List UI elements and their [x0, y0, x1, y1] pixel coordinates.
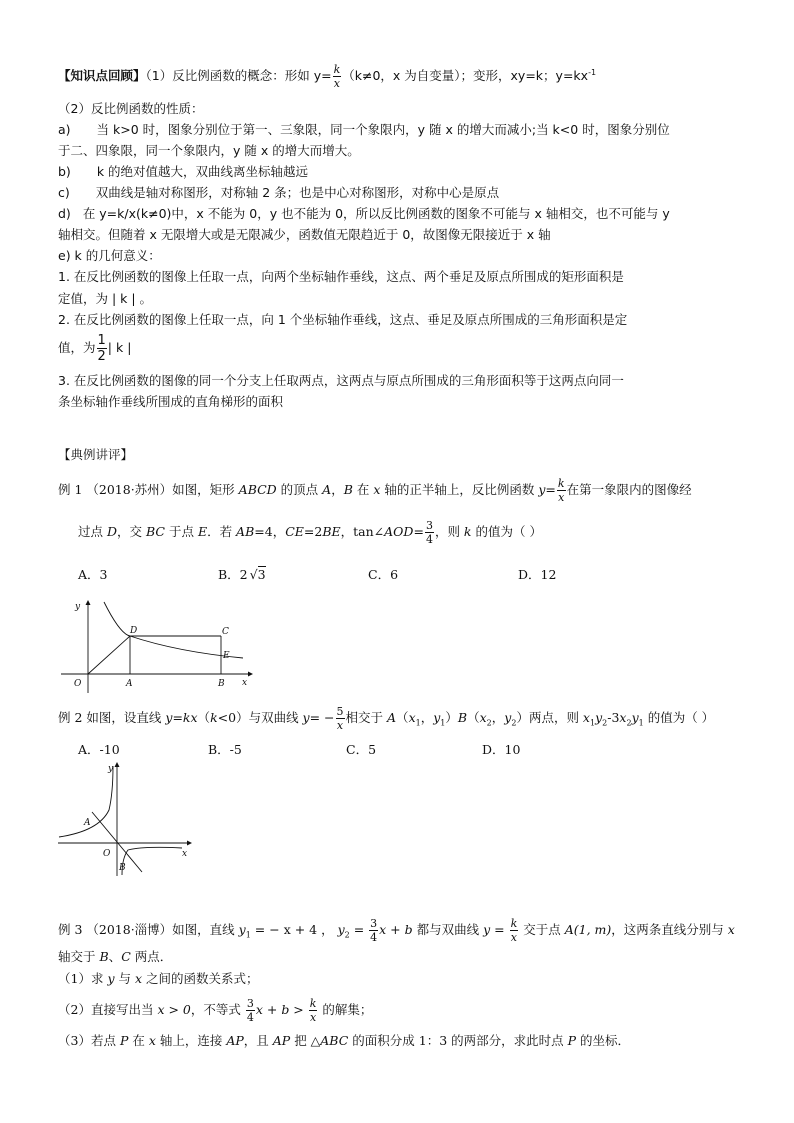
- y-axis-arrow: [115, 762, 120, 767]
- label-A: A: [126, 679, 133, 689]
- geo3-line2: 条坐标轴作垂线所围成的直角梯形的面积: [58, 394, 284, 409]
- prop-c: c) 双曲线是轴对称图形，对称轴 2 条；也是中心对称图形，对称中心是原点: [58, 185, 500, 200]
- example1-option-d: D．12: [518, 567, 557, 582]
- example2-option-c: C．5: [346, 742, 377, 757]
- example2-line1: 例 2 如图，设直线 y=kx（k<0）与双曲线 y= − $\frac{5}{x}$ 相交于 $A(x_1$，$y_1)B(x_2$，$y_2$）两点，则 $x_1y_2-3x_2y_1$ 的值为（ ）: [58, 705, 715, 732]
- example2-option-a: A．-10: [78, 742, 120, 757]
- example1-option-c: C．6: [368, 567, 399, 582]
- example2-option-b: B．-5: [208, 742, 242, 757]
- geo2-line1: 2. 在反比例函数的图像上任取一点，向 1 个坐标轴作垂线，这点、垂足及原点所围成的三角形面积是定: [58, 312, 628, 327]
- x-axis-arrow: [187, 841, 192, 846]
- hyperbola-branch-lower-right: [122, 847, 182, 875]
- review-header: 【知识点回顾】: [58, 68, 146, 84]
- example1-option-a: A．3: [78, 567, 108, 582]
- label-C: C: [222, 627, 229, 637]
- prop-d-line2: 轴相交。但随着 x 无限增大或是无限减少，函数值无限趋近于 0，故图像无限接近于 x 轴: [58, 227, 551, 242]
- example3-question3: （3）若点 P 在 x 轴上，连接 AP，且 AP 把 △ABC 的面积分成 1：3 的两部分，求此时点 P 的坐标．: [58, 1033, 631, 1048]
- label-E: E: [223, 651, 230, 661]
- geo1-line2: 定值，为 | k | 。: [58, 291, 153, 306]
- label-y: y: [75, 602, 81, 612]
- geo2-line2: 值，为 $\frac{1}{2}$ | k |: [58, 333, 132, 364]
- example2-option-d: D．10: [482, 742, 521, 757]
- geo1-line1: 1. 在反比例函数的图像上任取一点，向两个坐标轴作垂线，这点、两个垂足及原点所围成的矩形面积是: [58, 269, 624, 284]
- example2-figure: [54, 758, 204, 878]
- x-axis-arrow: [248, 672, 253, 677]
- label-y: y: [108, 764, 114, 774]
- example3-line2: 轴交于 B、C 两点．: [58, 949, 173, 964]
- examples-header: 【典例讲评】: [58, 447, 134, 462]
- label-D: D: [130, 626, 138, 636]
- segment-OD: [88, 636, 130, 674]
- label-x: x: [242, 678, 248, 688]
- label-x: x: [182, 849, 188, 859]
- label-B: B: [119, 863, 126, 873]
- y-axis-arrow: [86, 600, 91, 605]
- example1-line1: 例 1 （2018·苏州）如图，矩形 ABCD 的顶点 A，B 在 x 轴的正半轴上，反比例函数 y= $\frac{k}{x}$ 在第一象限内的图像经: [58, 477, 692, 504]
- example3-line1: 例 3 （2018·淄博）如图，直线 $y_1$ = − x + 4 ， $y_2$ = $\frac{3}{4}$ x + b 都与双曲线 y = $\frac{k}{x}$ 交于点 A(1, m)，这两条直线分别与 x: [58, 917, 735, 944]
- properties-title: （2）反比例函数的性质：: [58, 101, 204, 116]
- label-A: A: [84, 818, 91, 828]
- geo3-line1: 3. 在反比例函数的图像的同一个分支上任取两点，这两点与原点所围成的三角形面积等于这两点向同一: [58, 373, 624, 388]
- prop-e: e) k 的几何意义：: [58, 248, 161, 263]
- example1-line2: 过点 D，交 BC 于点 E．若 AB=4，CE=2BE，tan∠AOD= $\frac{3}{4}$ ，则 k 的值为（ ）: [78, 519, 542, 546]
- example1-figure: [58, 596, 258, 696]
- example1-option-b: B．2 √3: [218, 567, 266, 582]
- prop-b: b) k 的绝对值越大，双曲线离坐标轴越远: [58, 164, 309, 179]
- example3-question1: （1）求 y 与 x 之间的函数关系式；: [58, 971, 259, 986]
- prop-d-line1: d) 在 y=k/x(k≠0)中，x 不能为 0，y 也不能为 0，所以反比例函数的图象不可能与 x 轴相交，也不可能与 y: [58, 206, 670, 221]
- example3-question2: （2）直接写出当 x > 0，不等式 $\frac{3}{4}$ x + b > $\frac{k}{x}$ 的解集；: [58, 997, 373, 1024]
- label-O: O: [103, 849, 111, 859]
- prop-a-line2: 于二、四象限，同一个象限内，y 随 x 的增大而增大。: [58, 143, 360, 158]
- concept-line: 【知识点回顾】（1）反比例函数的概念：形如 y= $\frac{k}{x}$ （k≠0，x 为自变量）；变形，xy=k；$y=kx^{-1}$: [58, 63, 597, 91]
- label-B: B: [218, 679, 225, 689]
- prop-a-line1: a) 当 k>0 时，图象分别位于第一、三象限，同一个象限内，y 随 x 的增大而减小;当 k<0 时，图象分别位: [58, 122, 670, 137]
- label-O: O: [74, 679, 82, 689]
